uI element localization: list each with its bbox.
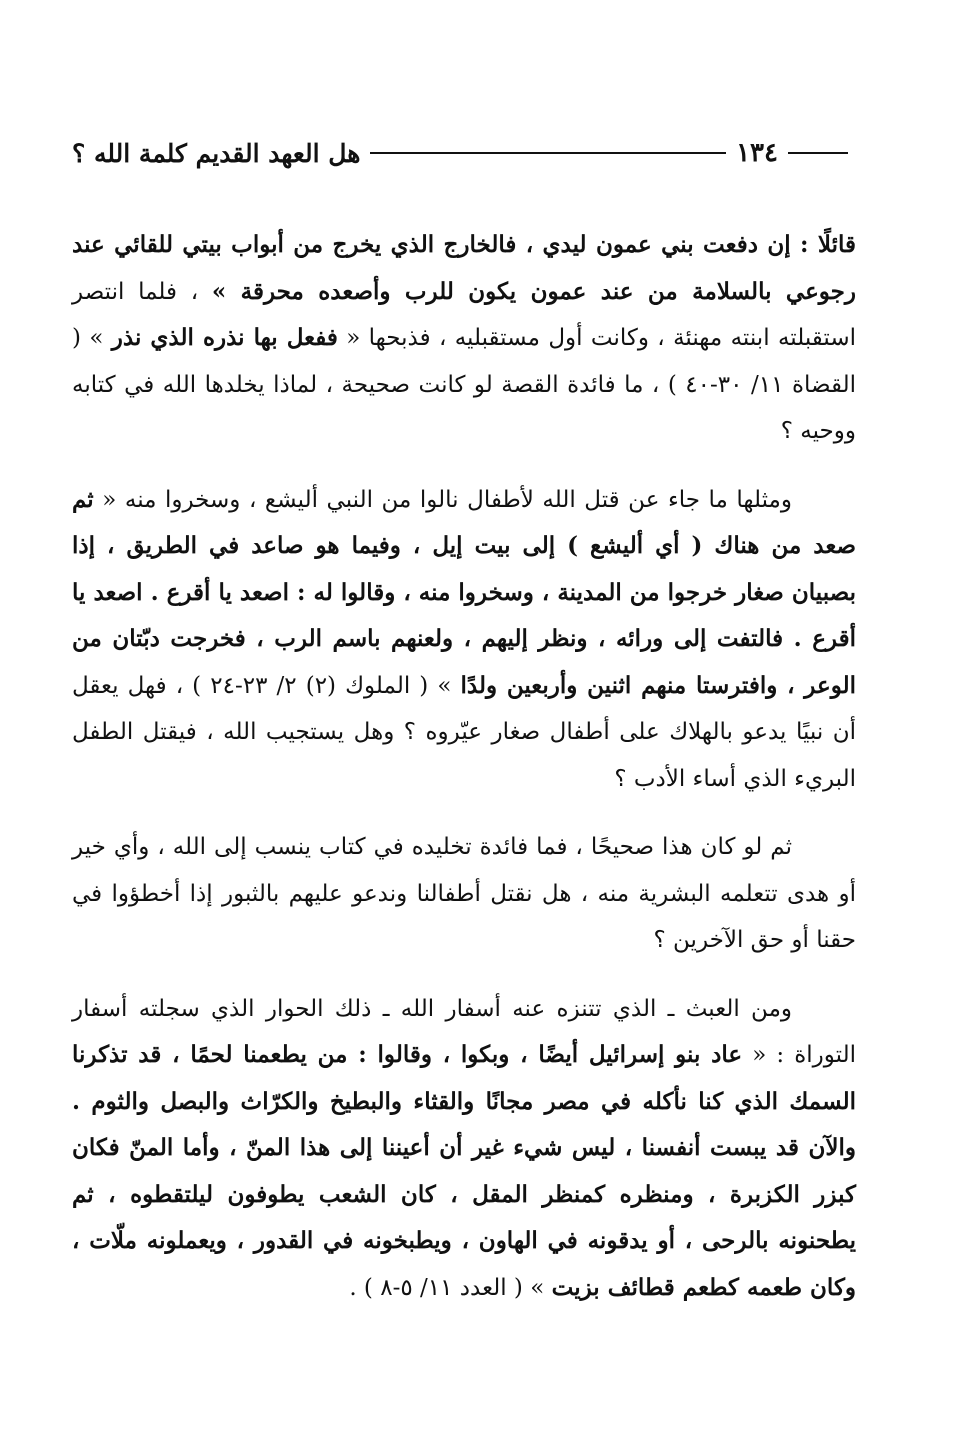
plain-text: ثم لو كان هذا صحيحًا ، فما فائدة تخليده في كتاب ينسب إلى الله ، وأي خير أو هدى تتعلمه البشرية منه ، هل نقتل أطفالنا وندعو عليهم بالثبور إذا أخطؤوا في حقنا أو حق الآخرين ؟ <box>72 834 856 953</box>
plain-text: ومثلها ما جاء عن قتل الله لأطفال نالوا من النبي أليشع ، وسخروا منه « <box>93 486 792 513</box>
quote-text: ففعل بها نذره الذي نذر <box>111 324 338 351</box>
paragraph-3 <box>72 824 856 964</box>
running-header <box>72 128 848 178</box>
book-title: هل العهد القديم كلمة الله ؟ <box>72 138 361 168</box>
page-number: ١٣٤ <box>736 138 778 168</box>
paragraph-2 <box>72 477 856 803</box>
plain-text: » ( القضاة ١١/ ٣٠-٤٠ ) ، ما فائدة القصة لو كانت صحيحة ، لماذا يخلدها الله في كتابه ووحيه ؟ <box>72 325 857 444</box>
quote-text: عاد بنو إسرائيل أيضًا ، وبكوا ، وقالوا : من يطعمنا لحمًا ، قد تذكرنا السمك الذي كنا نأكله في مصر مجانًا والقثاء والبطيخ والكرّاث والبصل والثوم . والآن قد يبست أنفسنا ، ليس شيء غير أن أعيننا إلى هذا المنّ ، وأما المنّ فكان كبزر الكزبرة ، ومنظره كمنظر المقل ، كان الشعب يطوفون ليلتقطوه ، ثم يطحنونه بالرحى ، أو يدقونه في الهاون ، ويطبخونه في القدور ، ويعملونه ملّات ، وكان طعمه كطعم قطائف بزيت <box>72 1041 856 1301</box>
paragraph-1 <box>72 222 856 455</box>
plain-text: ، فلما انتصر استقبلته ابنته مهنئة ، وكانت أول مستقبليه ، فذبحها « <box>72 278 857 351</box>
plain-text: » ( الملوك (٢) ٢/ ٢٣-٢٤ ) ، فهل يعقل أن نبيًا يدعو بالهلاك على أطفال صغار عيّروه ؟ وهل يستجيب الله ، فيقتل الطفل البريء الذي أساء الأدب ؟ <box>72 672 856 792</box>
body-text <box>72 222 856 1311</box>
plain-text: ومن العبث ـ الذي تتنزه عنه أسفار الله ـ ذلك الحوار الذي سجلته أسفار التوراة : « <box>72 995 856 1068</box>
quote-text: قائلًا : إن دفعت بني عمون ليدي ، فالخارج الذي يخرج من أبواب بيتي للقائي عند رجوعي بالسلامة من عند عمون يكون للرب وأصعده محرقة » <box>72 231 856 305</box>
quote-text: ثم صعد من هناك ( أي أليشع ) إلى بيت إيل ، وفيما هو صاعد في الطريق ، إذا بصبيان صغار خرجوا من المدينة ، وسخروا منه ، وقالوا له : اصعد يا أقرع . اصعد يا أقرع . فالتفت إلى ورائه ، ونظر إليهم ، ولعنهم باسم الرب ، فخرجت دبّتان من الوعر ، وافترستا منهم اثنين وأربعين ولدًا <box>72 485 856 699</box>
header-rule-short <box>788 152 848 154</box>
header-rule-long <box>370 152 726 154</box>
plain-text: » ( العدد ١١/ ٥-٨ ) . <box>349 1274 552 1301</box>
paragraph-4 <box>72 986 856 1312</box>
